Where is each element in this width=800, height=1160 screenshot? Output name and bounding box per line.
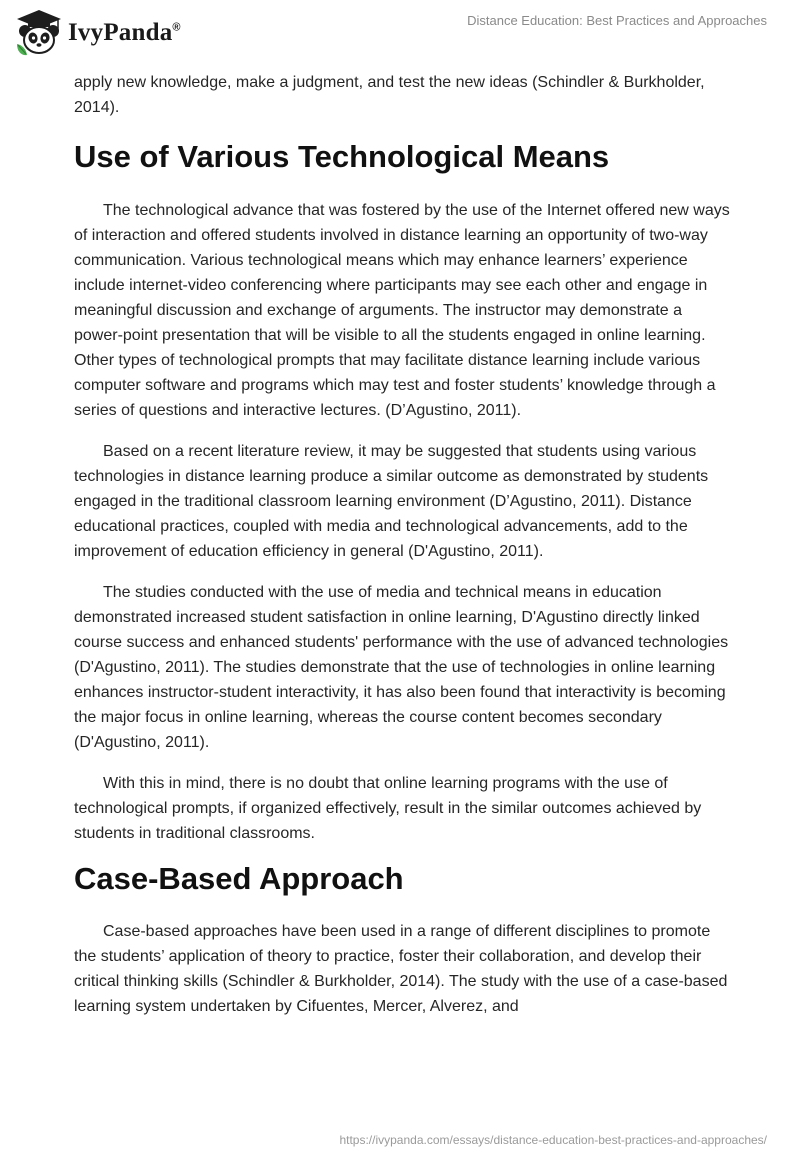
section-heading-case-based: Case-Based Approach	[74, 861, 404, 896]
intro-paragraph-tail: apply new knowledge, make a judgment, and test the new ideas (Schindler & Burkholder, 2014).	[74, 74, 705, 116]
source-url[interactable]: https://ivypanda.com/essays/distance-education-best-practices-and-approaches/	[339, 1133, 767, 1147]
paragraph: With this in mind, there is no doubt that online learning programs with the use of technological prompts, if organized effectively, result in the similar outcomes achieved by students in traditional classrooms.	[74, 775, 702, 842]
document-title: Distance Education: Best Practices and Approaches	[467, 13, 767, 28]
paragraph: Based on a recent literature review, it may be suggested that students using various technologies in distance learning produce a similar outcome as demonstrated by students engaged in the traditional classroom learning environment (D’Agustino, 2011). Distance educational practices, coupled with media and technological advancements, add to the improvement of education efficiency in general (D'Agustino, 2011).	[74, 443, 709, 560]
ivypanda-logo[interactable]	[14, 8, 181, 58]
registered-mark: ®	[172, 21, 181, 34]
paragraph: The technological advance that was fostered by the use of the Internet offered new ways of interaction and offered students involved in distance learning an opportunity of two-way communication. Various technological means which may enhance learners’ experience include internet-video conferencing where participants may see each other and engage in meaningful discussion and exchange of arguments. The instructor may demonstrate a power-point presentation that will be visible to all the students engaged in online learning. Other types of technological prompts that may facilitate distance learning include various computer software and programs which may test and foster students’ knowledge through a series of questions and interactive lectures. (D’Agustino, 2011).	[74, 202, 730, 419]
brand-name: IvyPanda®	[68, 19, 181, 46]
paragraph: Case-based approaches have been used in a range of different disciplines to promote the students’ application of theory to practice, foster their collaboration, and develop their critical thinking skills (Schindler & Burkholder, 2014). The study with the use of a case-based learning system undertaken by Cifuentes, Mercer, Alverez, and	[74, 923, 728, 1015]
page-header	[0, 0, 800, 64]
essay-body	[74, 70, 734, 1019]
paragraph: The studies conducted with the use of media and technical means in education demonstrated increased student satisfaction in online learning, D'Agustino directly linked course success and enhanced students' performance with the use of advanced technologies (D'Agustino, 2011). The studies demonstrate that the use of technologies in online learning enhances instructor-student interactivity, it has also been found that interactivity is becoming the major focus in online learning, whereas the course content becomes secondary (D'Agustino, 2011).	[74, 584, 729, 751]
section-heading-technological-means: Use of Various Technological Means	[74, 139, 610, 174]
panda-graduate-icon	[14, 8, 64, 58]
